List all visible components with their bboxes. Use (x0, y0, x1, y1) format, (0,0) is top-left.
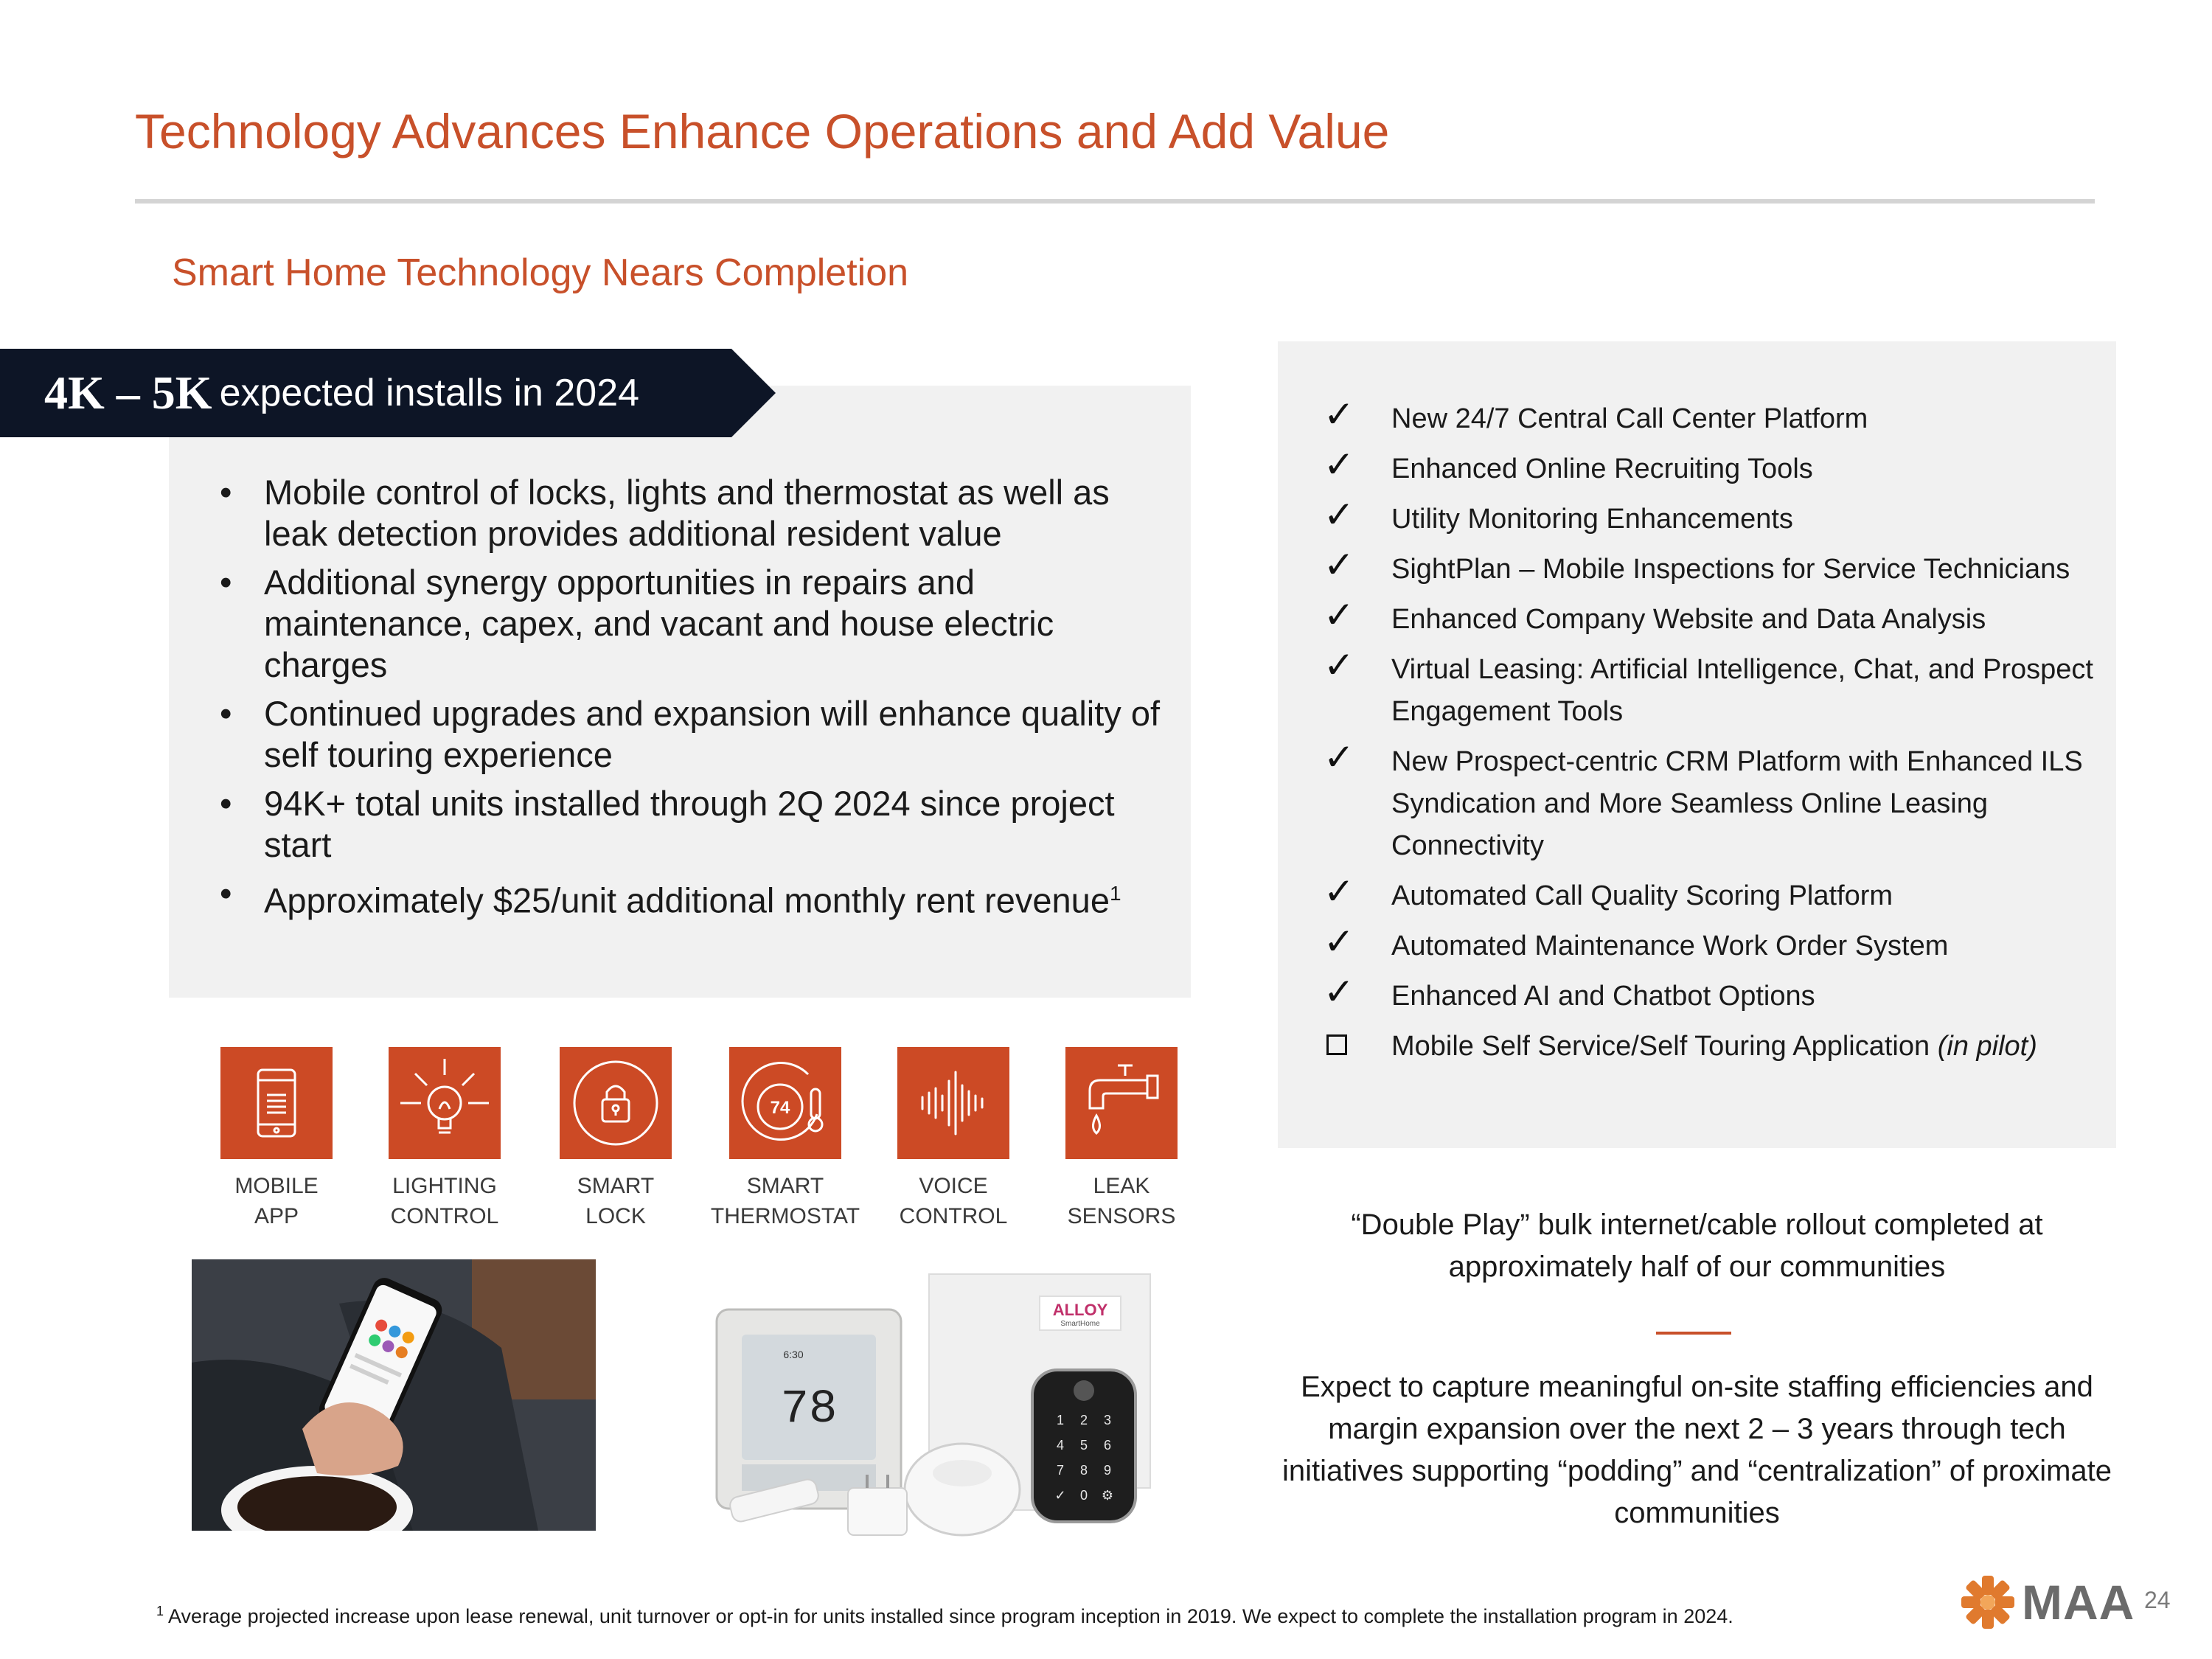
bullet-item (214, 873, 1172, 922)
footnote (156, 1599, 1845, 1630)
checklist-item (1324, 594, 2105, 641)
checklist-item (1324, 1026, 2105, 1068)
alloy-brand-sub: SmartHome (1060, 1320, 1100, 1328)
feature-lighting-control (360, 1047, 529, 1231)
phone-in-hand-photo (192, 1259, 596, 1531)
checklist-item (1324, 870, 2105, 917)
bullet-item (214, 693, 1172, 776)
bullet-item (214, 783, 1172, 866)
alloy-brand-label: ALLOY (1052, 1301, 1108, 1319)
checklist-item (1324, 644, 2105, 733)
keypad-key: ⚙ (1101, 1488, 1114, 1503)
checklist-item (1324, 393, 2105, 440)
double-play-quote: “Double Play” bulk internet/cable rollout completed at approximately half of our communities (1351, 1208, 2043, 1283)
bullet-item (214, 562, 1172, 686)
page-title: Technology Advances Enhance Operations and Add Value (135, 104, 1390, 159)
keypad-key: 7 (1056, 1463, 1065, 1478)
installs-caption: expected installs in 2024 (219, 372, 640, 414)
icon-label-line: LEAK (1093, 1174, 1150, 1198)
empty-checkbox-icon (1326, 1034, 1347, 1055)
icon-label-line: SMART (577, 1174, 655, 1198)
bullet-text: Approximately $25/unit additional monthly rent revenue (264, 880, 1110, 920)
checklist-note: (in pilot) (1937, 1031, 2037, 1062)
maa-logo-text: MAA (2022, 1575, 2135, 1630)
maa-flower-icon (1958, 1573, 2017, 1632)
icon-label-line: CONTROL (390, 1204, 499, 1228)
checkmark-icon: ✓ (1324, 543, 1354, 586)
keypad-key: 0 (1079, 1488, 1088, 1503)
faucet-drop-icon (1065, 1047, 1178, 1159)
checklist-text: Enhanced Online Recruiting Tools (1391, 453, 1813, 484)
icon-label-line: LIGHTING (392, 1174, 497, 1198)
checklist-text: SightPlan – Mobile Inspections for Service Technicians (1391, 554, 2070, 585)
thermostat-reading: 78 (780, 1383, 838, 1436)
checklist-text: New 24/7 Central Call Center Platform (1391, 403, 1868, 434)
bullet-text: Additional synergy opportunities in repairs and maintenance, capex, and vacant and house electric charges (264, 563, 1054, 684)
checklist-text: Automated Call Quality Scoring Platform (1391, 880, 1893, 911)
checklist-text: Enhanced Company Website and Data Analysis (1391, 604, 1986, 635)
keypad-key: 2 (1079, 1413, 1088, 1427)
icon-label-line: LOCK (585, 1204, 646, 1228)
icon-label-line: THERMOSTAT (710, 1204, 860, 1228)
efficiency-statement: Expect to capture meaningful on-site staffing efficiencies and margin expansion over the next 2 – 3 years through tech initiatives supporting “podding” and “centralization” of proximate communities (1281, 1371, 2112, 1529)
keypad-key: 1 (1056, 1413, 1065, 1427)
page-number: 24 (2144, 1587, 2171, 1613)
checklist-text: Utility Monitoring Enhancements (1391, 504, 1793, 535)
installs-banner-text (44, 354, 639, 432)
footnote-ref: 1 (1109, 882, 1121, 905)
keypad-key: 5 (1079, 1438, 1088, 1453)
footnote-marker: 1 (156, 1604, 164, 1618)
checklist-text: Enhanced AI and Chatbot Options (1391, 981, 1815, 1012)
keypad-key: 6 (1103, 1438, 1112, 1453)
bullet-text: Continued upgrades and expansion will enhance quality of self touring experience (264, 694, 1161, 774)
thermostat-glyph-value: 74 (770, 1098, 790, 1118)
checkmark-icon: ✓ (1324, 644, 1354, 686)
feature-smart-lock (531, 1047, 700, 1231)
checklist-text: Mobile Self Service/Self Touring Application (1391, 1031, 1930, 1062)
thermostat-icon (729, 1047, 841, 1159)
bullet-text: Mobile control of locks, lights and thermostat as well as leak detection provides additional resident value (264, 473, 1110, 553)
checklist-item (1324, 493, 2105, 540)
smart-home-bullets (214, 472, 1172, 929)
icon-label-line: SMART (746, 1174, 824, 1198)
icon-label-line: SENSORS (1067, 1204, 1176, 1228)
feature-voice-control (869, 1047, 1038, 1231)
keypad-key: 9 (1103, 1463, 1112, 1478)
installs-highlight: 4K – 5K (44, 366, 212, 419)
tech-initiatives-checklist (1324, 393, 2105, 1076)
keypad-key: 3 (1103, 1413, 1112, 1427)
checklist-text: Virtual Leasing: Artificial Intelligence, Chat, and Prospect Engagement Tools (1391, 654, 2093, 727)
checklist-text: New Prospect-centric CRM Platform with Enhanced ILS Syndication and More Seamless Online Leasing Connectivity (1391, 746, 2083, 861)
padlock-icon (560, 1047, 672, 1159)
maa-logo (1958, 1573, 2135, 1632)
checklist-item (1324, 443, 2105, 490)
checklist-item (1324, 736, 2105, 867)
checkmark-icon: ✓ (1324, 443, 1354, 486)
feature-leak-sensors (1037, 1047, 1206, 1231)
checklist-item (1324, 543, 2105, 591)
checkmark-icon: ✓ (1324, 736, 1354, 779)
checkmark-icon: ✓ (1324, 970, 1354, 1013)
smart-devices-photo (708, 1267, 1165, 1547)
feature-icon-row (192, 1047, 1176, 1253)
icon-label-line: MOBILE (234, 1174, 319, 1198)
title-divider (135, 199, 2095, 204)
icon-label-line: VOICE (919, 1174, 988, 1198)
checkmark-icon: ✓ (1324, 870, 1354, 913)
keypad-key: 4 (1056, 1438, 1065, 1453)
checklist-text: Automated Maintenance Work Order System (1391, 931, 1949, 961)
lightbulb-icon (389, 1047, 501, 1159)
bullet-item (214, 472, 1172, 554)
checkmark-icon: ✓ (1324, 493, 1354, 536)
accent-divider (1656, 1332, 1731, 1335)
keypad-key: ✓ (1054, 1488, 1066, 1503)
sound-wave-icon (897, 1047, 1009, 1159)
thermostat-time: 6:30 (783, 1349, 804, 1360)
icon-label-line: APP (254, 1204, 299, 1228)
feature-mobile-app (192, 1047, 361, 1231)
keypad-key: 8 (1079, 1463, 1088, 1478)
checkmark-icon: ✓ (1324, 594, 1354, 636)
footnote-text: Average projected increase upon lease renewal, unit turnover or opt-in for units installed since program inception in 2019. We expect to complete the installation program in 2024. (168, 1605, 1733, 1627)
checklist-item (1324, 920, 2105, 967)
mobile-app-icon (220, 1047, 333, 1159)
section-subtitle: Smart Home Technology Nears Completion (172, 251, 909, 294)
checklist-item (1324, 970, 2105, 1018)
checkmark-icon: ✓ (1324, 393, 1354, 436)
feature-smart-thermostat (700, 1047, 870, 1231)
bullet-text: 94K+ total units installed through 2Q 2024 since project start (264, 784, 1115, 864)
checkmark-icon: ✓ (1324, 920, 1354, 963)
icon-label-line: CONTROL (899, 1204, 1008, 1228)
